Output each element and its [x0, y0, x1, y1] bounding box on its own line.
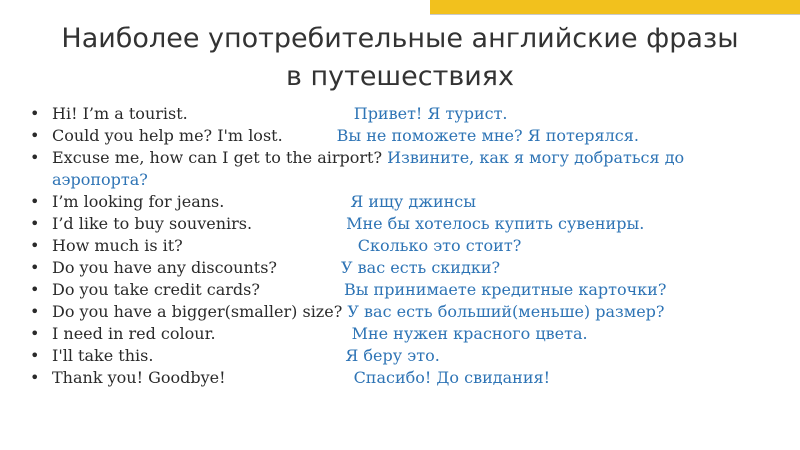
- list-item: [30, 235, 790, 257]
- phrase-en: Thank you! Goodbye!: [52, 368, 226, 387]
- phrase-en: I'll take this.: [52, 346, 154, 365]
- title-line-1: Наиболее употребительные английские фразы: [61, 23, 739, 54]
- phrase-en: Excuse me, how can I get to the airport?: [52, 148, 383, 167]
- list-item: [30, 103, 790, 125]
- accent-bar: [430, 0, 800, 14]
- page-title: [40, 20, 760, 96]
- phrase-en: I’d like to buy souvenirs.: [52, 214, 253, 233]
- list-item: [30, 279, 790, 301]
- phrase-ru: Я беру это.: [345, 346, 440, 365]
- phrase-ru: Сколько это стоит?: [357, 236, 522, 255]
- bullet-icon: •: [30, 148, 40, 167]
- list-item: [30, 301, 790, 323]
- phrase-en: Do you take credit cards?: [52, 280, 260, 299]
- bullet-icon: •: [30, 302, 40, 321]
- phrase-ru: Вы не поможете мне? Я потерялся.: [336, 126, 639, 145]
- bullet-icon: •: [30, 258, 40, 277]
- bullet-icon: •: [30, 192, 40, 211]
- phrase-ru: Привет! Я турист.: [353, 104, 508, 123]
- bullet-icon: •: [30, 236, 40, 255]
- phrase-ru: У вас есть больший(меньше) размер?: [347, 302, 665, 321]
- list-item: [30, 213, 790, 235]
- list-item: [30, 191, 790, 213]
- bullet-icon: •: [30, 280, 40, 299]
- phrase-ru: Мне нужен красного цвета.: [351, 324, 588, 343]
- accent-divider: [430, 14, 800, 15]
- phrase-ru: У вас есть скидки?: [341, 258, 501, 277]
- phrase-en: Do you have any discounts?: [52, 258, 278, 277]
- bullet-icon: •: [30, 126, 40, 145]
- list-item: [30, 323, 790, 345]
- phrase-ru: Вы принимаете кредитные карточки?: [343, 280, 667, 299]
- bullet-icon: •: [30, 324, 40, 343]
- list-item: [30, 345, 790, 367]
- phrase-ru: Я ищу джинсы: [350, 192, 476, 211]
- phrase-en: I’m looking for jeans.: [52, 192, 225, 211]
- phrase-ru: Мне бы хотелось купить сувениры.: [346, 214, 645, 233]
- list-item: [30, 147, 772, 191]
- list-item: [30, 125, 790, 147]
- bullet-icon: •: [30, 368, 40, 387]
- title-line-2: в путешествиях: [285, 61, 515, 92]
- phrase-list: [30, 103, 790, 389]
- phrase-en: Do you have a bigger(smaller) size?: [52, 302, 343, 321]
- bullet-icon: •: [30, 214, 40, 233]
- phrase-en: How much is it?: [52, 236, 183, 255]
- phrase-en: I need in red colour.: [52, 324, 216, 343]
- phrase-ru-continued: аэропорта?: [52, 170, 148, 189]
- phrase-ru: Спасибо! До свидания!: [353, 368, 551, 387]
- phrase-ru: Извините, как я могу добраться до: [387, 148, 685, 167]
- phrase-en: Hi! I’m a tourist.: [52, 104, 188, 123]
- list-item: [30, 257, 790, 279]
- list-item: [30, 367, 790, 389]
- bullet-icon: •: [30, 346, 40, 365]
- bullet-icon: •: [30, 104, 40, 123]
- phrase-en: Could you help me? I'm lost.: [52, 126, 283, 145]
